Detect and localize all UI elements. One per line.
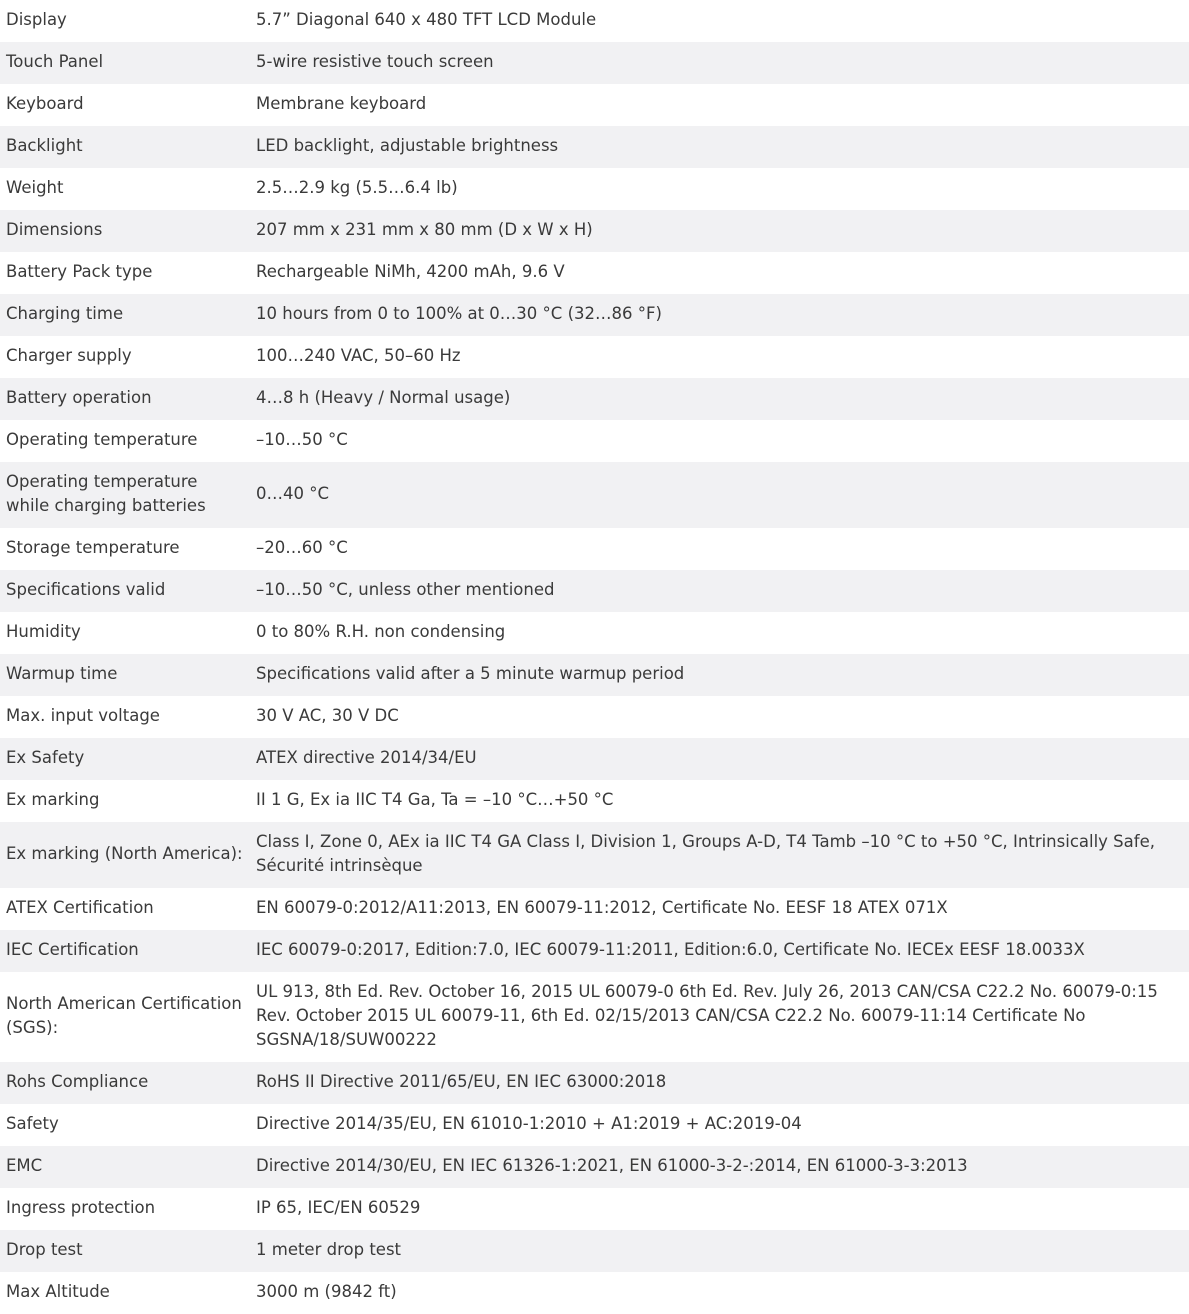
spec-value: RoHS II Directive 2011/65/EU, EN IEC 63000:2018: [250, 1062, 1189, 1104]
spec-label: Operating temperature while charging batteries: [0, 462, 250, 528]
spec-row: [0, 780, 1189, 822]
spec-label: Specifications valid: [0, 570, 250, 612]
spec-value: 4…8 h (Heavy / Normal usage): [250, 378, 1189, 420]
spec-label: Weight: [0, 168, 250, 210]
spec-label: Max Altitude: [0, 1272, 250, 1314]
spec-value: 2.5…2.9 kg (5.5…6.4 lb): [250, 168, 1189, 210]
spec-row: [0, 210, 1189, 252]
spec-row: [0, 738, 1189, 780]
spec-value: Directive 2014/30/EU, EN IEC 61326-1:2021, EN 61000-3-2-:2014, EN 61000-3-3:2013: [250, 1146, 1189, 1188]
spec-value: 30 V AC, 30 V DC: [250, 696, 1189, 738]
spec-label: EMC: [0, 1146, 250, 1188]
spec-row: [0, 696, 1189, 738]
spec-value: 5.7” Diagonal 640 x 480 TFT LCD Module: [250, 0, 1189, 42]
spec-value: Directive 2014/35/EU, EN 61010-1:2010 + A1:2019 + AC:2019-04: [250, 1104, 1189, 1146]
spec-label: Humidity: [0, 612, 250, 654]
spec-row: [0, 1104, 1189, 1146]
spec-value: LED backlight, adjustable brightness: [250, 126, 1189, 168]
spec-label: Ex marking (North America):: [0, 822, 250, 888]
spec-row: [0, 1230, 1189, 1272]
spec-label: Storage temperature: [0, 528, 250, 570]
spec-label: Operating temperature: [0, 420, 250, 462]
spec-row: [0, 336, 1189, 378]
spec-row: [0, 1188, 1189, 1230]
spec-row: [0, 930, 1189, 972]
spec-value: IP 65, IEC/EN 60529: [250, 1188, 1189, 1230]
spec-value: 3000 m (9842 ft): [250, 1272, 1189, 1314]
spec-row: [0, 528, 1189, 570]
spec-value: –10…50 °C, unless other mentioned: [250, 570, 1189, 612]
spec-value: UL 913, 8th Ed. Rev. October 16, 2015 UL 60079-0 6th Ed. Rev. July 26, 2013 CAN/CSA C22.2 No. 60079-0:15 Rev. October 2015 UL 60079-11, 6th Ed. 02/15/2013 CAN/CSA C22.2 No. 60079-11:14 Certificate No SGSNA/18/SUW00222: [250, 972, 1189, 1062]
spec-value: Rechargeable NiMh, 4200 mAh, 9.6 V: [250, 252, 1189, 294]
spec-label: Keyboard: [0, 84, 250, 126]
spec-value: –10…50 °C: [250, 420, 1189, 462]
spec-label: Battery Pack type: [0, 252, 250, 294]
spec-value: 10 hours from 0 to 100% at 0…30 °C (32…86 °F): [250, 294, 1189, 336]
spec-row: [0, 420, 1189, 462]
spec-label: Drop test: [0, 1230, 250, 1272]
spec-label: Ex marking: [0, 780, 250, 822]
spec-value: II 1 G, Ex ia IIC T4 Ga, Ta = –10 °C…+50 °C: [250, 780, 1189, 822]
spec-row: [0, 42, 1189, 84]
spec-value: 207 mm x 231 mm x 80 mm (D x W x H): [250, 210, 1189, 252]
spec-value: Class I, Zone 0, AEx ia IIC T4 GA Class I, Division 1, Groups A-D, T4 Tamb –10 °C to +50 °C, Intrinsically Safe, Sécurité intrinsèque: [250, 822, 1189, 888]
spec-value: Membrane keyboard: [250, 84, 1189, 126]
spec-label: Safety: [0, 1104, 250, 1146]
spec-row: [0, 888, 1189, 930]
spec-row: [0, 1272, 1189, 1314]
spec-row: [0, 1146, 1189, 1188]
spec-row: [0, 126, 1189, 168]
spec-value: IEC 60079-0:2017, Edition:7.0, IEC 60079-11:2011, Edition:6.0, Certificate No. IECEx EESF 18.0033X: [250, 930, 1189, 972]
spec-row: [0, 654, 1189, 696]
spec-row: [0, 84, 1189, 126]
spec-row: [0, 252, 1189, 294]
spec-row: [0, 570, 1189, 612]
spec-label: Charger supply: [0, 336, 250, 378]
spec-label: Display: [0, 0, 250, 42]
spec-label: Touch Panel: [0, 42, 250, 84]
spec-value: 1 meter drop test: [250, 1230, 1189, 1272]
spec-row: [0, 1062, 1189, 1104]
spec-value: Specifications valid after a 5 minute warmup period: [250, 654, 1189, 696]
spec-label: Ingress protection: [0, 1188, 250, 1230]
spec-label: Charging time: [0, 294, 250, 336]
spec-label: Warmup time: [0, 654, 250, 696]
spec-label: Rohs Compliance: [0, 1062, 250, 1104]
spec-label: Backlight: [0, 126, 250, 168]
spec-value: 0 to 80% R.H. non condensing: [250, 612, 1189, 654]
spec-label: Max. input voltage: [0, 696, 250, 738]
spec-row: [0, 0, 1189, 42]
spec-label: Dimensions: [0, 210, 250, 252]
spec-row: [0, 378, 1189, 420]
spec-row: [0, 612, 1189, 654]
spec-row: [0, 168, 1189, 210]
spec-label: North American Certification (SGS):: [0, 972, 250, 1062]
spec-label: Battery operation: [0, 378, 250, 420]
spec-value: –20…60 °C: [250, 528, 1189, 570]
spec-row: [0, 972, 1189, 1062]
spec-label: Ex Safety: [0, 738, 250, 780]
spec-value: 5-wire resistive touch screen: [250, 42, 1189, 84]
spec-row: [0, 294, 1189, 336]
spec-value: 100…240 VAC, 50–60 Hz: [250, 336, 1189, 378]
spec-value: 0…40 °C: [250, 462, 1189, 528]
spec-row: [0, 822, 1189, 888]
spec-value: EN 60079-0:2012/A11:2013, EN 60079-11:2012, Certificate No. EESF 18 ATEX 071X: [250, 888, 1189, 930]
spec-label: ATEX Certification: [0, 888, 250, 930]
spec-value: ATEX directive 2014/34/EU: [250, 738, 1189, 780]
spec-label: IEC Certification: [0, 930, 250, 972]
spec-row: [0, 462, 1189, 528]
